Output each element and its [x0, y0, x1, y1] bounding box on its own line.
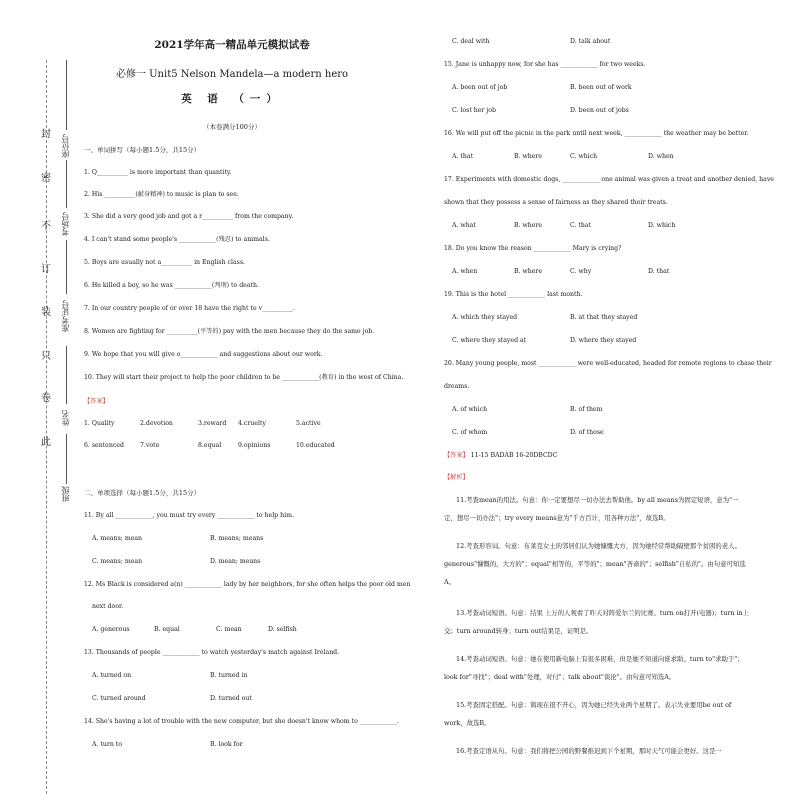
option: B. means; means — [210, 535, 264, 542]
question-stem: 16. We will put off the picnic in the park until next week, ____________ the weather may be better. — [444, 130, 749, 137]
option: B. turned in — [210, 672, 248, 679]
answer-item: 4.cruelty — [238, 420, 266, 427]
option: B. where — [514, 153, 543, 160]
answer-item: 9.opinions — [238, 442, 271, 449]
question-item: 1. Q__________ is more important than quantity. — [84, 169, 232, 176]
binding-char: 密 — [41, 173, 51, 184]
answer-label: 【答案】 — [444, 452, 469, 459]
question-stem: 18. Do you know the reason ____________ Mary is crying? — [444, 245, 622, 252]
option: D. talk about — [570, 38, 611, 45]
answer-label: 【答案】 — [84, 398, 109, 405]
option: C. lost her job — [452, 107, 496, 114]
option: A. turn to — [92, 741, 122, 748]
info-line — [66, 346, 67, 404]
answer-item: 7.vote — [140, 442, 160, 449]
answer-item: 8.equal — [198, 442, 222, 449]
answer-item: 1. Quality — [84, 420, 115, 427]
question-item: 5. Boys are usually not a__________ in English class. — [84, 259, 245, 266]
question-stem: 12. Ms Black is considered a(n) ____________ lady by her neighbors, for she often helps the poor old men — [84, 581, 411, 588]
option: D. when — [648, 153, 674, 160]
name-label: 姓名 — [61, 410, 70, 426]
question-item: 6. He killed a boy, so he was ____________(判刑) to death. — [84, 282, 259, 289]
class-label: 班级 — [61, 486, 70, 502]
analysis-label: 【解析】 — [444, 474, 469, 481]
option: D. which — [648, 222, 676, 229]
binding-strip — [36, 60, 58, 794]
question-item: 10. They will start their project to help the poor children to be ____________(教育) in the west of China. — [84, 374, 404, 381]
info-line — [66, 434, 67, 484]
question-stem: 17. Experiments with domestic dogs, ____________ one animal was given a treat and another denied, have — [444, 176, 774, 183]
option: C. which — [570, 153, 598, 160]
info-line — [66, 240, 67, 294]
option: C. that — [570, 222, 592, 229]
option: C. means; mean — [92, 558, 143, 565]
option: B. of them — [570, 406, 603, 413]
answer-item: 6. sentenced — [84, 442, 124, 449]
option: D. been out of jobs — [570, 107, 629, 114]
question-stem: 15. Jane is unhappy now, for she has ____________ for two weeks. — [444, 61, 646, 68]
option: A. turned on — [92, 672, 132, 679]
question-stem: 13. Thousands of people ____________ to watch yesterday's match against Ireland. — [84, 649, 340, 656]
binding-char: 不 — [41, 221, 51, 232]
answer-item: 3.reward — [198, 420, 227, 427]
answer-text: 11-15 BADAB 16-20DBCDC — [470, 452, 558, 459]
option: B. where — [514, 268, 543, 275]
question-stem-cont: dreams. — [444, 383, 470, 390]
option: B. at that they stayed — [570, 314, 638, 321]
option: D. turned out — [210, 695, 252, 702]
binding-char: 只 — [41, 351, 51, 362]
info-line — [66, 160, 67, 208]
question-item: 3. She did a very good job and got a r__________ from the company. — [84, 213, 294, 220]
analysis-paragraph: 14.考查动词短语。句意：她在使用新电脑上有很多困难，但是她不知道向谁求助。turn to"求助于"；look for"寻找"；deal with"处理，对付"；talk about"谈论"。由句意可知选A。 — [444, 655, 744, 681]
section1-heading: 一、单词拼写（每小题1.5分，共15分） — [84, 146, 201, 154]
option: C. of whom — [452, 429, 488, 436]
exam-subject: 英 语 （一） — [181, 93, 283, 105]
binding-char: 订 — [41, 264, 51, 275]
answer-row — [444, 453, 557, 459]
option: B. been out of work — [570, 84, 632, 91]
exam-score: （本卷满分100分） — [203, 123, 261, 131]
option: A. means; mean — [92, 535, 143, 542]
student-info-strip — [56, 60, 78, 794]
option: A. generous — [92, 626, 130, 633]
binding-char: 卷 — [41, 393, 51, 404]
question-item: 8. Women are fighting for __________(平等的) pay with the men because they do the same job. — [84, 328, 375, 335]
option: B. equal — [154, 626, 180, 633]
answer-item: 2.devotion — [140, 420, 173, 427]
answer-item: 5.active — [296, 420, 321, 427]
question-stem-cont: shown that they possess a sense of fairness as they shared their treats. — [444, 199, 668, 206]
binding-dashed-line — [46, 60, 47, 794]
question-stem: 11. By all ____________, you must try every ____________ to help him. — [84, 512, 294, 519]
option: C. deal with — [452, 38, 490, 45]
question-item: 2. His __________(献身精神) to music is plan to see. — [84, 191, 239, 198]
option: A. what — [452, 222, 476, 229]
option: C. turned around — [92, 695, 146, 702]
question-stem: 14. She's having a lot of trouble with the new computer, but she doesn't know whom to ____________. — [84, 718, 399, 725]
option: D. that — [648, 268, 670, 275]
binding-char: 此 — [41, 437, 51, 448]
option: C. where they stayed at — [452, 337, 527, 344]
exam-title: 2021学年高一精品单元模拟试卷 — [154, 39, 310, 51]
option: D. of those — [570, 429, 604, 436]
option: D. where they stayed — [570, 337, 637, 344]
option: A. of which — [452, 406, 488, 413]
option: B. where — [514, 222, 543, 229]
seat-number-label: 座位号 — [61, 134, 70, 158]
binding-char: 装 — [41, 307, 51, 318]
option: B. look for — [210, 741, 243, 748]
analysis-paragraph: 13.考查动词短语。句意：结果 上万的人观看了昨天对阵爱尔兰的比赛。turn on打开(电器)；turn in上交；turn around转身；turn out结果是，证明是。 — [444, 609, 750, 635]
analysis-paragraph: 16.考查定语从句。句意：我们将把公园的野餐推迟到下个星期，那时天气可能会更好。这是一 — [456, 747, 722, 755]
analysis-paragraph: 12.考查形容词。句意：布莱克女士的邻居们认为她慷慨大方，因为她经常帮助隔壁那个贫困的老人。generous"慷慨的，大方的"；equal"相等的，平等的"；mean"吝啬的"；selfish"自私的"。由句意可知选A。 — [444, 542, 746, 586]
option: C. why — [570, 268, 592, 275]
option: C. mean — [216, 626, 242, 633]
binding-char: 封 — [41, 129, 51, 140]
section2-heading: 二、单项选择（每小题1.5分，共15分） — [84, 489, 201, 497]
info-line — [66, 60, 67, 130]
option: A. that — [452, 153, 474, 160]
option: D. selfish — [268, 626, 297, 633]
option: D. mean; means — [210, 558, 261, 565]
exam-subtitle: 必修一 Unit5 Nelson Mandela—a modern hero — [115, 69, 349, 80]
analysis-paragraph: 15.考查固定搭配。句意：简现在很不开心，因为她已经失业两个星期了。表示失业要用be out of work，故选B。 — [444, 701, 732, 727]
analysis-paragraph: 11.考查mean的用法。句意：你一定要想尽一切办法去帮助他。by all means为固定短语，意为"一定，想尽一切办法"；try every means意为"千方百计，用各种方法"，故选B。 — [444, 496, 739, 522]
question-stem-cont: next door. — [92, 603, 124, 610]
option: A. when — [452, 268, 478, 275]
option: A. which they stayed — [452, 314, 518, 321]
question-item: 7. In our country people of or over 18 have the right to v__________. — [84, 305, 295, 312]
question-item: 4. I can't stand some people's ____________(残忍) to animals. — [84, 236, 270, 243]
question-stem: 20. Many young people, most ____________ were well-educated, headed for remote regions to chase their — [444, 360, 772, 367]
option: A. been out of job — [452, 84, 508, 91]
answer-item: 10.educated — [296, 442, 335, 449]
exam-room-label: 考场号 — [61, 212, 70, 236]
admission-number-label: 准考证号 — [61, 300, 70, 332]
question-item: 9. We hope that you will give o____________ and suggestions about our work. — [84, 351, 323, 358]
question-stem: 19. This is the hotel ____________ last month. — [444, 291, 583, 298]
